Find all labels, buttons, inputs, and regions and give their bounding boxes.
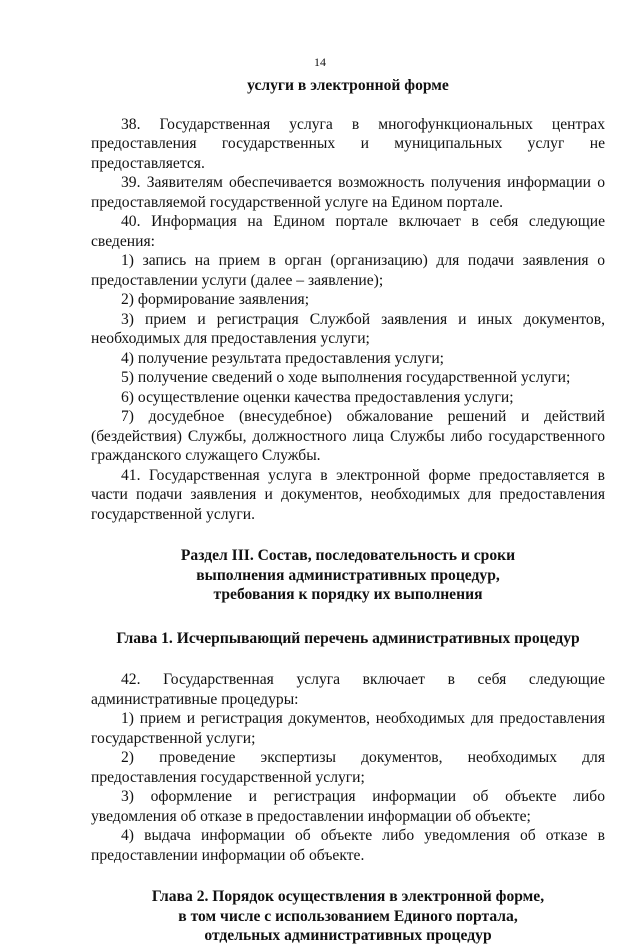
paragraph-38-line-3: предоставляется.	[91, 154, 205, 172]
list-item-40-3: 3) прием и регистрация Службой заявления и иных документов, необходимых для предоставления услуги;	[91, 310, 605, 347]
list-item-40-7: 7) досудебное (внесудебное) обжалование решений и действий (бездействия) Службы, должностного лица Службы либо государственного гражданского служащего Службы.	[91, 408, 605, 464]
document-body	[91, 76, 605, 946]
chapter-2-heading-line-1: Глава 2. Порядок осуществления в электронной форме,	[151, 888, 545, 905]
list-item-42-1: 1) прием и регистрация документов, необходимых для предоставления государственной услуги;	[91, 710, 605, 747]
list-item-42-2: 2) проведение экспертизы документов, необходимых для предоставления государственной услуги;	[91, 749, 605, 786]
paragraph-38	[91, 115, 605, 174]
paragraph-42-line-1: 42. Государственная услуга включает в себя следующие	[121, 671, 605, 688]
chapter-1-heading: Глава 1. Исчерпывающий перечень административных процедур	[116, 629, 580, 647]
chapter-2-heading-line-3: отдельных административных процедур	[204, 927, 492, 944]
paragraph-41: 41. Государственная услуга в электронной форме предоставляется в части подачи заявления и документов, необходимых для предоставления государственной услуги.	[91, 466, 605, 523]
paragraph-42-line-2: административные процедуры:	[91, 690, 299, 708]
paragraph-39: 39. Заявителям обеспечивается возможность получения информации о предоставляемой государственной услуге на Едином портале.	[91, 174, 605, 211]
chapter-2-heading	[91, 887, 605, 946]
section-heading-line-3: требования к порядку их выполнения	[213, 586, 483, 603]
list-item-42-4: 4) выдача информации об объекте либо уведомления об отказе в предоставлении информации об объекте.	[91, 827, 605, 864]
page-number: 14	[314, 55, 326, 69]
list-item-40-2: 2) формирование заявления;	[121, 291, 310, 308]
paragraph-38-line-2: предоставления государственных и муниципальных услуг не	[91, 135, 605, 152]
section-heading-line-2: выполнения административных процедур,	[196, 566, 500, 584]
paragraph-38-line-1: 38. Государственная услуга в многофункциональных центрах	[121, 115, 605, 133]
section-heading-line-1: Раздел III. Состав, последовательность и сроки	[180, 547, 516, 564]
paragraph-42	[91, 670, 605, 709]
chapter-2-heading-line-2: в том числе с использованием Единого портала,	[178, 907, 518, 925]
section-heading	[91, 546, 605, 605]
list-item-40-5: 5) получение сведений о ходе выполнения государственной услуги;	[121, 369, 571, 386]
list-item-40-6: 6) осуществление оценки качества предоставления услуги;	[121, 388, 514, 406]
paragraph-40: 40. Информация на Едином портале включает в себя следующие сведения:	[91, 213, 605, 250]
subheading: услуги в электронной форме	[247, 77, 449, 94]
list-item-42-3: 3) оформление и регистрация информации об объекте либо уведомления об отказе в предоставлении информации об объекте;	[91, 788, 605, 825]
list-item-40-4: 4) получение результата предоставления услуги;	[121, 349, 444, 367]
list-item-40-1: 1) запись на прием в орган (организацию) для подачи заявления о предоставлении услуги (далее – заявление);	[91, 252, 605, 289]
